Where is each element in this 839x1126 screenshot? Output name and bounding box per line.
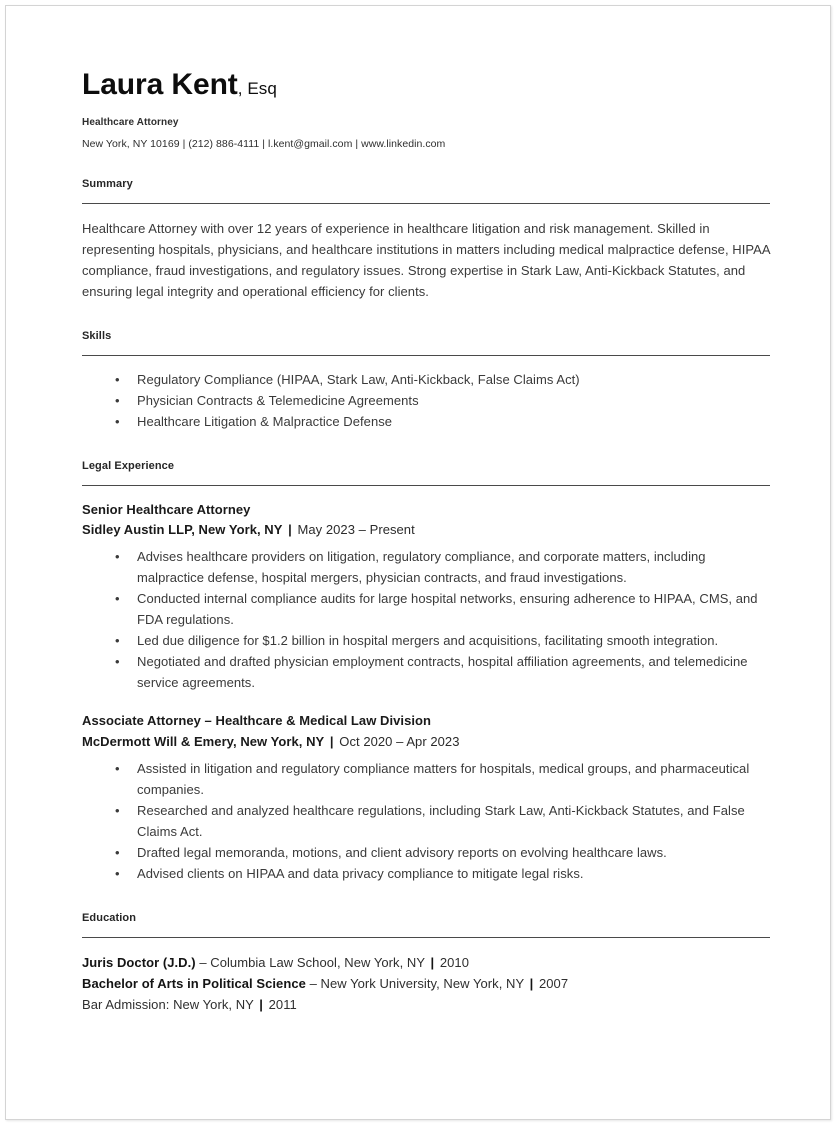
list-item-text: Advises healthcare providers on litigation, regulatory compliance, and corporate matters, including malpractice defense, hospital mergers, physician contracts, and fraud investigations. <box>137 549 706 586</box>
bullet-icon: • <box>115 802 120 818</box>
summary-text: Healthcare Attorney with over 12 years of experience in healthcare litigation and risk management. Skilled in representing hospitals, physicians, and healthcare institutions in matters including medical malpractice defense, HIPAA compliance, fraud investigations, and regulatory issues. Strong expertise in Stark Law, Anti-Kickback Statutes, and ensuring legal integrity and operational efficiency for clients. <box>82 220 770 299</box>
experience-dates: Oct 2020 – Apr 2023 <box>339 733 460 749</box>
section-education <box>82 912 770 1015</box>
experience-bullets <box>82 546 770 693</box>
section-divider-summary <box>82 203 770 204</box>
section-legal-experience <box>82 460 770 884</box>
section-skills <box>82 330 770 432</box>
skills-list <box>82 369 770 432</box>
list-item-text: Negotiated and drafted physician employment contracts, hospital affiliation agreements, and telemedicine service agreements. <box>137 654 748 691</box>
education-list <box>82 952 770 1015</box>
education-detail: Bar Admission: New York, NY <box>82 997 258 1013</box>
list-item-text: Regulatory Compliance (HIPAA, Stark Law, Anti-Kickback, False Claims Act) <box>137 371 580 387</box>
experience-list <box>82 500 770 884</box>
education-separator: | <box>430 955 435 970</box>
list-item-text: Led due diligence for $1.2 billion in hospital mergers and acquisitions, facilitating smooth integration. <box>137 633 719 649</box>
section-divider-education <box>82 937 770 938</box>
bullet-icon: • <box>115 413 120 429</box>
list-item-text: Advised clients on HIPAA and data privacy compliance to mitigate legal risks. <box>137 865 584 881</box>
list-item-text: Conducted internal compliance audits for large hospital networks, ensuring adherence to HIPAA, CMS, and FDA regulations. <box>137 591 758 628</box>
section-summary <box>82 178 770 302</box>
experience-bullets <box>82 758 770 884</box>
bullet-icon: • <box>115 633 120 649</box>
bullet-icon: • <box>115 549 120 565</box>
list-item-text: Researched and analyzed healthcare regulations, including Stark Law, Anti-Kickback Statutes, and False Claims Act. <box>137 802 745 839</box>
experience-separator: | <box>329 733 334 749</box>
experience-entry <box>82 500 770 694</box>
education-entry <box>82 973 770 994</box>
list-item-text: Assisted in litigation and regulatory compliance matters for hospitals, medical groups, and pharmaceutical companies. <box>137 760 750 797</box>
bullet-icon: • <box>115 844 120 860</box>
list-item <box>82 546 770 588</box>
education-separator: | <box>259 997 263 1013</box>
education-detail: – New York University, New York, NY <box>309 976 528 992</box>
list-item-text: Drafted legal memoranda, motions, and client advisory reports on evolving healthcare laws. <box>137 844 667 860</box>
section-heading-skills: Skills <box>82 329 112 342</box>
experience-role: Senior Healthcare Attorney <box>82 501 251 517</box>
experience-meta <box>82 520 770 540</box>
list-item <box>82 390 770 411</box>
candidate-name-suffix: , Esq <box>237 79 277 98</box>
list-item <box>82 863 770 884</box>
list-item <box>82 651 770 693</box>
contact-line: New York, NY 10169 | (212) 886-4111 | l.kent@gmail.com | www.linkedin.com <box>82 137 446 150</box>
education-degree: Juris Doctor (J.D.) <box>82 955 196 970</box>
bullet-icon: • <box>115 865 120 881</box>
bullet-icon: • <box>115 371 120 387</box>
candidate-headline: Healthcare Attorney <box>82 116 179 128</box>
list-item <box>82 630 770 651</box>
list-item <box>82 842 770 863</box>
education-separator: | <box>529 976 534 992</box>
candidate-name-line <box>82 69 770 101</box>
bullet-icon: • <box>115 392 120 408</box>
resume-sheet <box>5 5 831 1120</box>
experience-organization: Sidley Austin LLP, New York, NY <box>82 521 283 537</box>
section-heading-summary: Summary <box>82 177 133 190</box>
experience-meta <box>82 732 770 752</box>
education-year: 2011 <box>268 997 297 1013</box>
education-detail: – Columbia Law School, New York, NY <box>199 955 429 970</box>
experience-role: Associate Attorney – Healthcare & Medical Law Division <box>82 713 431 729</box>
candidate-name: Laura Kent <box>82 68 238 101</box>
education-year: 2007 <box>539 976 569 992</box>
list-item <box>82 411 770 432</box>
list-item <box>82 369 770 390</box>
list-item <box>82 588 770 630</box>
experience-entry <box>82 711 770 884</box>
section-divider-skills <box>82 355 770 356</box>
experience-organization: McDermott Will & Emery, New York, NY <box>82 733 325 749</box>
list-item-text: Healthcare Litigation & Malpractice Defense <box>137 413 393 429</box>
education-degree: Bachelor of Arts in Political Science <box>82 976 306 992</box>
experience-dates: May 2023 – Present <box>297 521 415 537</box>
resume-content <box>82 69 770 1015</box>
list-item <box>82 758 770 800</box>
section-heading-experience: Legal Experience <box>82 459 175 472</box>
list-item <box>82 800 770 842</box>
section-heading-education: Education <box>82 912 137 924</box>
bullet-icon: • <box>115 654 120 670</box>
education-entry <box>82 994 770 1015</box>
education-entry <box>82 952 770 973</box>
education-year: 2010 <box>439 955 469 970</box>
list-item-text: Physician Contracts & Telemedicine Agreements <box>137 392 419 408</box>
bullet-icon: • <box>115 760 120 776</box>
experience-separator: | <box>288 521 292 537</box>
bullet-icon: • <box>115 591 120 607</box>
section-divider-experience <box>82 485 770 486</box>
